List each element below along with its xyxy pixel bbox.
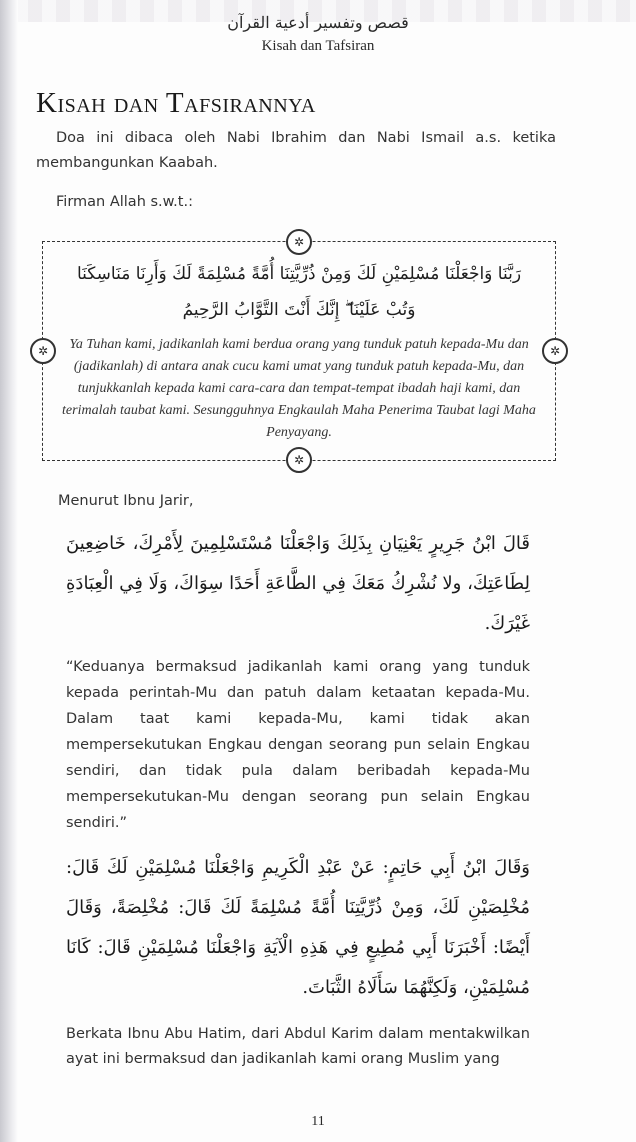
ibnu-jarir-label: Menurut Ibnu Jarir, <box>58 493 194 509</box>
ornament-top-icon: ✲ <box>286 229 312 255</box>
ornament-bottom-icon: ✲ <box>286 447 312 473</box>
ornament-right-icon: ✲ <box>542 338 568 364</box>
ibnu-abi-hatim-translation: Berkata Ibnu Abu Hatim, dari Abdul Karim dalam mentakwilkan ayat ini bermaksud dan jadikanlah kami orang Muslim yang <box>66 1026 530 1067</box>
section-title: Kisah dan Tafsirannya <box>36 87 316 119</box>
verse-box <box>37 235 561 467</box>
verse-translation: Ya Tuhan kami, jadikanlah kami berdua orang yang tunduk patuh kepada-Mu dan (jadikanlah) di antara anak cucu kami umat yang tunduk patuh kepada-Mu, dan tunjukkanlah kepada kami cara-cara dan tempat-tempat ibadah haji kami, dan terimalah taubat kami. Sesungguhnya Engkaulah Maha Penerima Taubat lagi Maha Penyayang. <box>62 337 536 440</box>
firman-label: Firman Allah s.w.t.: <box>56 194 193 210</box>
ibnu-jarir-translation: “Keduanya bermaksud jadikanlah kami orang yang tunduk kepada perintah-Mu dan patuh dalam ketaatan kepada-Mu. Dalam taat kami kepada-Mu, kami tidak akan mempersekutukan Engkau dengan seorang pun selain Engkau sendiri, dan tidak pula dalam beribadah kepada-Mu mempersekutukan-Mu dengan seorang pun selain Engkau sendiri.” <box>66 659 530 831</box>
verse-arabic-line-2: وَتُبْ عَلَيْنَا ۖ إِنَّكَ أَنْتَ التَّوَّابُ الرَّحِيمُ <box>182 300 416 320</box>
intro-paragraph: Doa ini dibaca oleh Nabi Ibrahim dan Nabi Ismail a.s. ketika membangunkan Kaabah. <box>36 130 556 171</box>
ornament-left-icon: ✲ <box>30 338 56 364</box>
verse-arabic-line-1: رَبَّنَا وَاجْعَلْنَا مُسْلِمَيْنِ لَكَ وَمِنْ ذُرِّيَّتِنَا أُمَّةً مُسْلِمَةً لَكَ وَأَرِنَا مَنَاسِكَنَا <box>76 264 522 284</box>
ibnu-abi-hatim-arabic: وَقَالَ ابْنُ أَبِي حَاتِمٍ: عَنْ عَبْدِ الْكَرِيمِ وَاجْعَلْنَا مُسْلِمَيْنِ لَكَ قَالَ: مُخْلِصَيْنِ لَكَ، وَمِنْ ذُرِّيَّتِنَا أُمَّةً مُسْلِمَةً لَكَ قَالَ: مُخْلِصَةً، وَقَالَ أَيْضًا: أَخْبَرَنَا أَبِي مُطِيعٍ فِي هَذِهِ الْآيَةِ وَاجْعَلْنَا مُسْلِمَيْنِ قَالَ: كَانَا مُسْلِمَيْنِ، وَلَكِنَّهُمَا سَأَلَاهُ الثَّبَاتَ. <box>66 857 530 998</box>
running-header-subtitle: Kisah dan Tafsiran <box>261 38 375 54</box>
ibnu-jarir-arabic: قَالَ ابْنُ جَرِيرٍ يَعْنِيَانِ بِذَلِكَ وَاجْعَلْنَا مُسْتَسْلِمِينَ لِأَمْرِكَ، خَاضِعِينَ لِطَاعَتِكَ، ولا نُشْرِكُ مَعَكَ فِي الطَّاعَةِ أَحَدًا سِوَاكَ، وَلَا فِي الْعِبَادَةِ غَيْرَكَ. <box>66 533 530 634</box>
running-header-arabic: قصص وتفسير أدعية القرآن <box>227 13 409 32</box>
page-number: 11 <box>311 1114 325 1129</box>
